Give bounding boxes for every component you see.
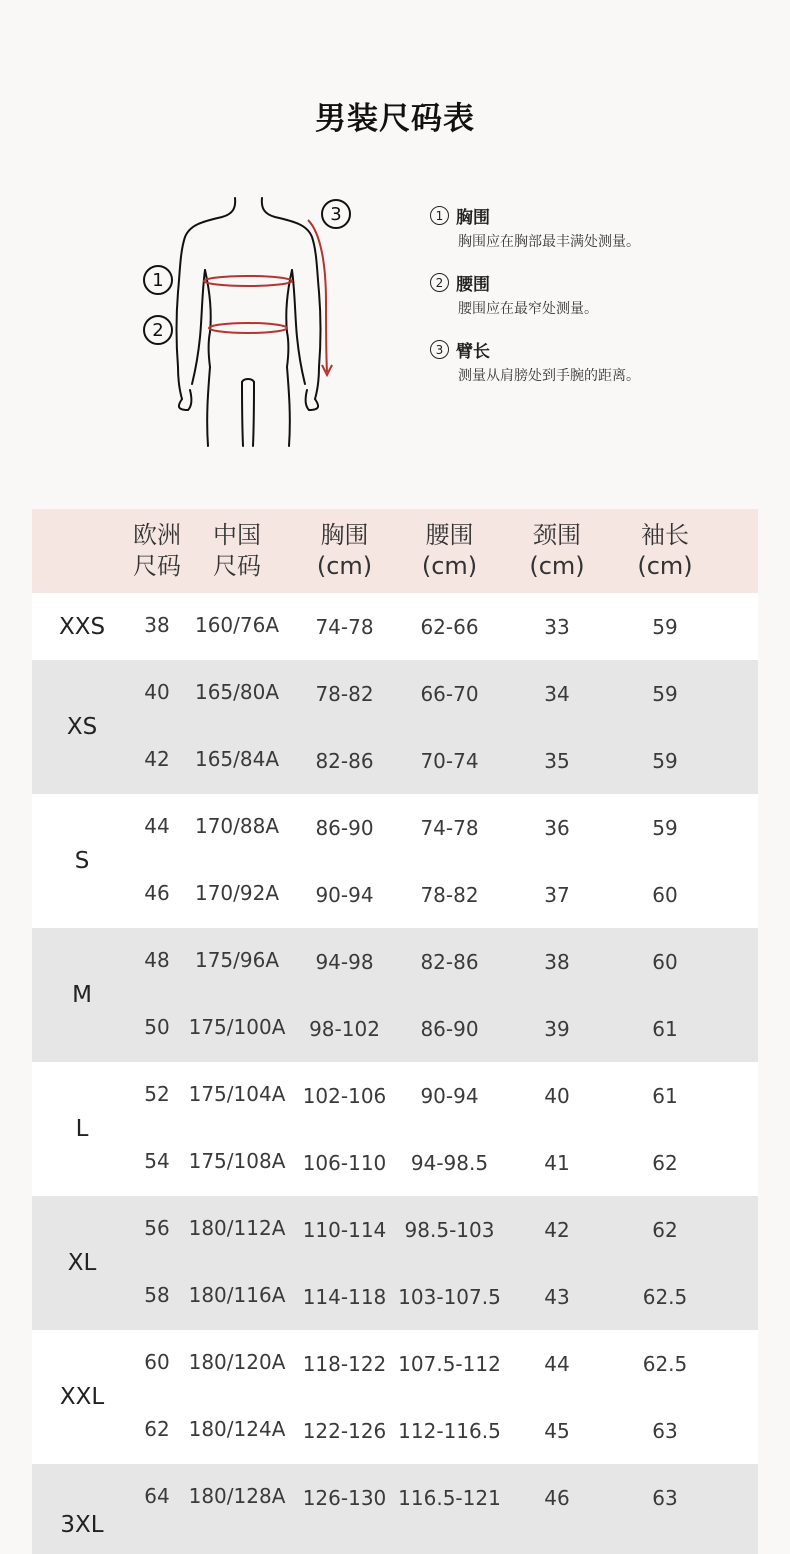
cell-sleeve: 59 — [652, 815, 678, 840]
cell-chest: 114-118 — [302, 1284, 387, 1309]
cell-waist: 112-116.5 — [398, 1418, 501, 1443]
cell-cn: 180/128A — [188, 1483, 286, 1508]
legend-description: 测量从肩膀处到手腕的距离。 — [458, 368, 640, 384]
size-group — [32, 928, 758, 1062]
cell-waist: 78-82 — [420, 882, 479, 907]
cell-neck: 44 — [544, 1351, 570, 1376]
cell-neck: 38 — [544, 949, 570, 974]
size-label: XL — [67, 1250, 97, 1276]
cell-chest: 118-122 — [302, 1351, 387, 1376]
header-line: (cm) — [529, 552, 585, 580]
cell-neck: 41 — [544, 1150, 570, 1175]
cell-chest: 78-82 — [315, 681, 374, 706]
legend-title: 臂长 — [456, 342, 490, 362]
table-row — [132, 794, 718, 861]
cell-waist: 70-74 — [420, 748, 479, 773]
cell-cn: 175/104A — [188, 1081, 286, 1106]
header-eu-size — [132, 509, 182, 593]
cell-eu: 38 — [144, 612, 170, 637]
table-row — [132, 861, 718, 928]
cell-cn: 170/88A — [194, 813, 280, 838]
cell-chest: 82-86 — [315, 748, 374, 773]
size-group — [32, 1062, 758, 1196]
cell-cn: 175/108A — [188, 1148, 286, 1173]
cell-neck: 42 — [544, 1217, 570, 1242]
cell-waist: 103-107.5 — [398, 1284, 501, 1309]
cell-chest: 122-126 — [302, 1418, 387, 1443]
cell-cn: 165/80A — [194, 679, 280, 704]
cell-waist: 94-98.5 — [410, 1150, 489, 1175]
legend-title: 胸围 — [456, 208, 490, 228]
size-chart-table — [32, 509, 758, 1554]
cell-neck: 40 — [544, 1083, 570, 1108]
cell-sleeve: 62.5 — [642, 1351, 688, 1376]
cell-eu: 46 — [144, 880, 170, 905]
cell-neck: 33 — [544, 614, 570, 639]
cell-neck: 37 — [544, 882, 570, 907]
cell-sleeve: 61 — [652, 1016, 678, 1041]
cell-sleeve: 60 — [652, 949, 678, 974]
header-line: 尺码 — [213, 552, 261, 580]
table-row — [132, 660, 718, 727]
header-line: 颈围 — [533, 521, 581, 549]
cell-chest: 110-114 — [302, 1217, 387, 1242]
number-2-icon: 2 — [430, 273, 449, 292]
cell-eu: 62 — [144, 1416, 170, 1441]
cell-cn: 170/92A — [194, 880, 280, 905]
cell-cn: 180/112A — [188, 1215, 286, 1240]
cell-sleeve: 61 — [652, 1083, 678, 1108]
cell-waist: 62-66 — [420, 614, 479, 639]
cell-sleeve: 62 — [652, 1217, 678, 1242]
size-group — [32, 1196, 758, 1330]
number-1-icon: 1 — [430, 206, 449, 225]
cell-cn: 160/76A — [194, 612, 280, 637]
cell-cn: 180/116A — [188, 1282, 286, 1307]
cell-eu: 54 — [144, 1148, 170, 1173]
figure-mark-3: 3 — [330, 204, 342, 225]
header-line: 中国 — [213, 521, 261, 549]
cell-waist: 86-90 — [420, 1016, 479, 1041]
page-title: 男装尺码表 — [315, 101, 475, 137]
table-row — [132, 1196, 718, 1263]
cell-eu: 56 — [144, 1215, 170, 1240]
header-chest — [292, 509, 397, 593]
header-line: 腰围 — [425, 521, 474, 549]
header-neck — [502, 509, 612, 593]
legend-description: 胸围应在胸部最丰满处测量。 — [458, 234, 640, 250]
table-row — [132, 727, 718, 794]
header-line: (cm) — [637, 552, 693, 580]
cell-neck: 35 — [544, 748, 570, 773]
cell-chest: 106-110 — [302, 1150, 387, 1175]
size-label: S — [74, 848, 90, 874]
cell-eu: 40 — [144, 679, 170, 704]
cell-chest: 86-90 — [315, 815, 374, 840]
legend-item-waist — [430, 270, 770, 320]
size-group — [32, 794, 758, 928]
cell-neck: 36 — [544, 815, 570, 840]
table-body — [32, 593, 758, 1554]
cell-chest: 74-78 — [315, 614, 374, 639]
header-line: 胸围 — [320, 521, 369, 549]
cell-chest: 102-106 — [302, 1083, 387, 1108]
cell-cn: 180/120A — [188, 1349, 286, 1374]
table-row — [132, 1464, 718, 1531]
cell-neck: 34 — [544, 681, 570, 706]
cell-sleeve: 59 — [652, 681, 678, 706]
table-row — [132, 593, 718, 660]
cell-sleeve: 62 — [652, 1150, 678, 1175]
size-label: L — [75, 1116, 89, 1142]
cell-sleeve: 62.5 — [642, 1284, 688, 1309]
measurement-legend — [430, 203, 770, 404]
cell-cn: 175/96A — [194, 947, 280, 972]
cell-eu: 42 — [144, 746, 170, 771]
table-row — [132, 1397, 718, 1464]
cell-waist: 74-78 — [420, 815, 479, 840]
cell-eu: 60 — [144, 1349, 170, 1374]
body-measurement-figure — [130, 192, 370, 454]
cell-waist: 82-86 — [420, 949, 479, 974]
cell-eu: 50 — [144, 1014, 170, 1039]
header-sleeve — [612, 509, 718, 593]
cell-sleeve: 60 — [652, 882, 678, 907]
cell-eu: 48 — [144, 947, 170, 972]
cell-eu: 44 — [144, 813, 170, 838]
cell-waist: 66-70 — [420, 681, 479, 706]
header-size — [32, 509, 132, 593]
cell-sleeve: 63 — [652, 1485, 678, 1510]
legend-item-chest — [430, 203, 770, 253]
header-line: (cm) — [421, 552, 478, 580]
header-line: 袖长 — [641, 521, 689, 549]
table-row — [132, 1263, 718, 1330]
cell-chest: 94-98 — [315, 949, 374, 974]
cell-sleeve: 59 — [652, 748, 678, 773]
cell-eu: 64 — [144, 1483, 170, 1508]
legend-item-arm — [430, 337, 770, 387]
size-group — [32, 1330, 758, 1464]
size-label: 3XL — [60, 1512, 104, 1538]
header-line: 尺码 — [133, 552, 181, 580]
table-row — [132, 1129, 718, 1196]
header-line: (cm) — [316, 552, 373, 580]
size-label: M — [72, 982, 92, 1008]
cell-waist: 90-94 — [420, 1083, 479, 1108]
size-label: XXS — [58, 613, 106, 640]
cell-cn: 165/84A — [194, 746, 280, 771]
table-row — [132, 1062, 718, 1129]
cell-neck: 46 — [544, 1485, 570, 1510]
table-row — [132, 995, 718, 1062]
cell-neck: 43 — [544, 1284, 570, 1309]
cell-waist: 116.5-121 — [398, 1485, 501, 1510]
header-line: 欧洲 — [133, 521, 181, 549]
size-group — [32, 660, 758, 794]
table-row — [132, 928, 718, 995]
size-label: XS — [66, 714, 98, 740]
cell-eu: 58 — [144, 1282, 170, 1307]
cell-neck: 39 — [544, 1016, 570, 1041]
number-3-icon: 3 — [430, 340, 449, 359]
header-cn-size — [182, 509, 292, 593]
cell-chest: 126-130 — [302, 1485, 387, 1510]
table-header — [32, 509, 758, 593]
figure-mark-2: 2 — [152, 320, 164, 341]
cell-neck: 45 — [544, 1418, 570, 1443]
figure-mark-1: 1 — [152, 270, 164, 291]
size-group — [32, 1464, 758, 1554]
header-waist — [397, 509, 502, 593]
cell-cn: 175/100A — [188, 1014, 286, 1039]
cell-sleeve: 63 — [652, 1418, 678, 1443]
cell-sleeve: 59 — [652, 614, 678, 639]
cell-cn: 180/124A — [188, 1416, 286, 1441]
size-label: XXL — [59, 1384, 105, 1410]
table-row — [132, 1330, 718, 1397]
size-group — [32, 593, 758, 660]
cell-chest: 98-102 — [309, 1016, 380, 1041]
legend-title: 腰围 — [456, 275, 490, 295]
cell-waist: 98.5-103 — [404, 1217, 495, 1242]
cell-eu: 52 — [144, 1081, 170, 1106]
cell-waist: 107.5-112 — [398, 1351, 501, 1376]
cell-chest: 90-94 — [315, 882, 374, 907]
legend-description: 腰围应在最窄处测量。 — [458, 301, 598, 317]
